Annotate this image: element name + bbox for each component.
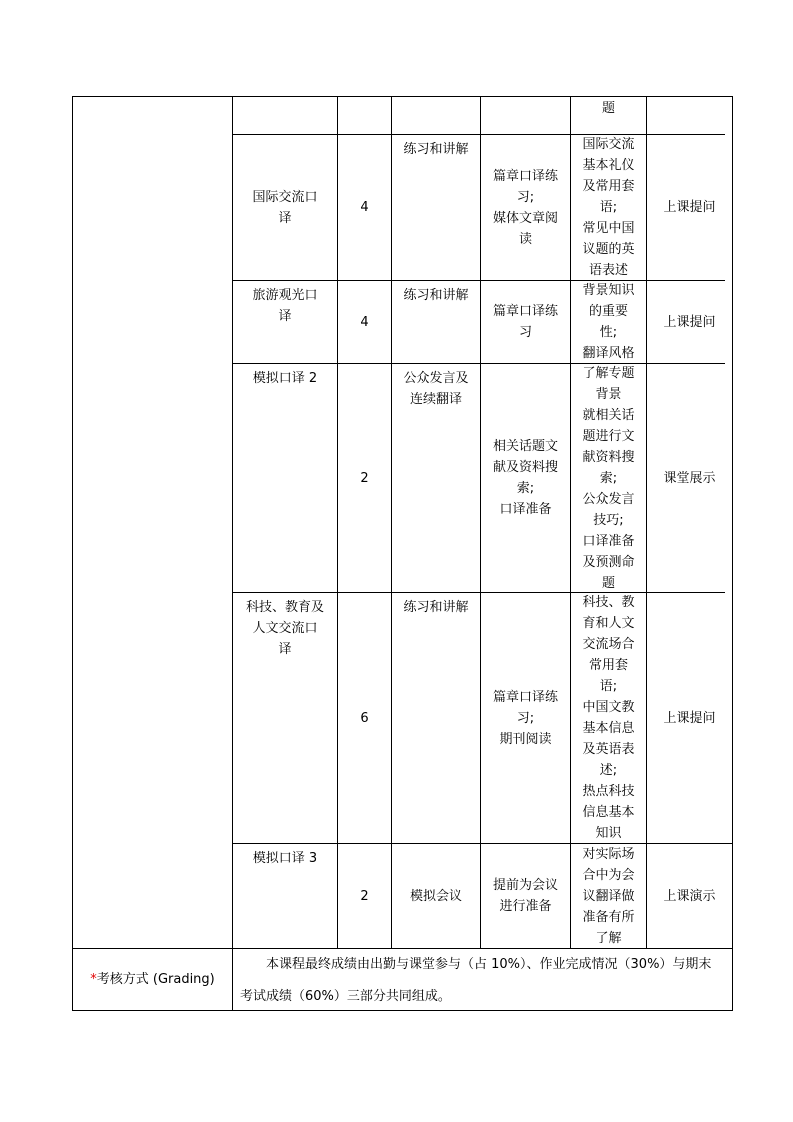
- cell-text: 信息基本: [582, 805, 635, 820]
- cell-text: 语;: [599, 200, 618, 215]
- cell-text: 题: [601, 575, 615, 591]
- cell-text: 练习和讲解: [403, 288, 469, 303]
- homework-cell: [481, 364, 570, 592]
- cell-text: 科技、教: [582, 595, 635, 610]
- cell-text: 口译准备: [499, 502, 552, 517]
- method-cell: [392, 593, 480, 843]
- content-cell: [571, 281, 646, 363]
- cell-text: 篇章口译练: [492, 689, 558, 705]
- cell-text: 上课提问: [663, 314, 716, 330]
- cell-text: 4: [360, 314, 369, 330]
- cell-text: 相关话题文: [492, 439, 558, 454]
- homework-cell: [481, 593, 570, 843]
- method-cell: [392, 844, 480, 948]
- cell-text: 题进行文: [582, 428, 635, 444]
- cell-text: 国际交流口: [252, 189, 318, 205]
- cell-text: 2: [360, 888, 369, 904]
- cell-text: 知识: [595, 826, 622, 841]
- method-cell: [392, 281, 480, 363]
- cell-text: 题: [601, 100, 615, 116]
- cell-text: 语;: [599, 679, 618, 694]
- cell-text: 提前为会议: [492, 878, 558, 893]
- assessment-cell: [647, 593, 732, 843]
- table-border: [732, 96, 733, 1011]
- cell-text: 上课演示: [663, 888, 716, 904]
- cell-text: 译: [278, 642, 292, 657]
- topic-cell: [233, 844, 337, 948]
- cell-text: 了解专题: [582, 365, 635, 381]
- cell-text: 及英语表: [582, 742, 635, 757]
- cell-text: 及预测命: [582, 554, 635, 570]
- cell-text: 就相关话: [582, 407, 635, 423]
- cell-text: 读: [518, 231, 532, 247]
- hours-cell: [338, 364, 391, 592]
- cell-text: 国际交流: [582, 137, 635, 152]
- content-cell: [571, 844, 646, 948]
- cell-text: 准备有所: [582, 909, 635, 925]
- cell-text: 连续翻译: [409, 392, 462, 407]
- cell-text: 译: [278, 309, 292, 324]
- cell-text: 进行准备: [499, 899, 552, 914]
- cell-text: 模拟口译 2: [252, 371, 318, 386]
- cell-text: 上课提问: [663, 710, 716, 726]
- cell-text: 交流场合: [582, 637, 635, 652]
- grading-text-line2: 考试成绩（60%）三部分共同组成。: [240, 989, 451, 1004]
- cell-text: 常用套: [588, 658, 628, 673]
- homework-cell: [481, 844, 570, 948]
- cell-text: 献资料搜: [582, 449, 635, 465]
- cell-text: 背景知识: [582, 283, 635, 298]
- cell-text: 热点科技: [582, 784, 635, 799]
- cell-text: 议翻译做: [582, 888, 635, 904]
- content-cell: [571, 364, 646, 592]
- method-cell: [392, 135, 480, 280]
- topic-cell: [233, 281, 337, 363]
- cell-text: 上课提问: [663, 200, 716, 215]
- cell-text: 习: [518, 325, 532, 340]
- grading-label: 考核方式 (Grading): [96, 972, 215, 987]
- topic-cell: [233, 364, 337, 592]
- hours-cell: [338, 593, 391, 843]
- cell-text: 练习和讲解: [403, 600, 469, 615]
- cell-text: 基本信息: [582, 721, 635, 736]
- cell-text: 课堂展示: [663, 470, 716, 486]
- cell-text: 公众发言及: [403, 371, 469, 386]
- cell-text: 及常用套: [582, 179, 635, 194]
- cell-text: 语表述: [588, 263, 628, 278]
- cell-text: 对实际场: [582, 846, 635, 862]
- cell-text: 旅游观光口: [252, 288, 318, 303]
- cell-text: 习;: [516, 189, 535, 205]
- cell-text: 基本礼仪: [582, 158, 635, 173]
- cell-text: 2: [360, 470, 369, 486]
- cell-text: 口译准备: [582, 533, 635, 549]
- cell-text: 性;: [599, 325, 618, 340]
- hours-cell: [338, 844, 391, 948]
- cell-text: 习;: [516, 710, 535, 726]
- cell-text: 4: [360, 200, 369, 215]
- table-cell: [571, 96, 646, 120]
- cell-text: 述;: [599, 763, 618, 778]
- assessment-cell: [647, 364, 732, 592]
- hours-cell: [338, 281, 391, 363]
- cell-text: 育和人文: [582, 616, 635, 631]
- grading-text-line1: 本课程最终成绩由出勤与课堂参与（占 10%）、作业完成情况（30%）与期末: [266, 957, 712, 972]
- content-cell: [571, 135, 646, 280]
- cell-text: 的重要: [588, 304, 628, 319]
- cell-text: 议题的英: [582, 242, 635, 257]
- cell-text: 人文交流口: [252, 621, 318, 636]
- cell-text: 索;: [599, 470, 618, 486]
- cell-text: 媒体文章阅: [492, 210, 558, 226]
- assessment-cell: [647, 281, 732, 363]
- cell-text: 模拟口译 3: [252, 851, 318, 866]
- assessment-cell: [647, 844, 732, 948]
- content-cell: [571, 593, 646, 843]
- cell-text: 献及资料搜: [492, 460, 558, 475]
- grading-label-cell: [73, 949, 232, 1010]
- homework-cell: [481, 135, 570, 280]
- cell-text: 模拟会议: [409, 888, 462, 904]
- cell-text: 合中为会: [582, 867, 635, 883]
- cell-text: 期刊阅读: [499, 731, 552, 747]
- grading-description: [240, 949, 725, 1013]
- table-border: [72, 96, 73, 1011]
- homework-cell: [481, 281, 570, 363]
- cell-text: 索;: [516, 481, 535, 496]
- required-mark: *: [90, 972, 97, 987]
- cell-text: 练习和讲解: [403, 142, 469, 157]
- topic-cell: [233, 135, 337, 280]
- cell-text: 6: [360, 710, 369, 726]
- cell-text: 篇章口译练: [492, 304, 558, 319]
- hours-cell: [338, 135, 391, 280]
- cell-text: 中国文教: [582, 700, 635, 715]
- cell-text: 背景: [595, 386, 622, 402]
- cell-text: 科技、教育及: [245, 600, 324, 615]
- method-cell: [392, 364, 480, 592]
- cell-text: 篇章口译练: [492, 168, 558, 184]
- cell-text: 公众发言: [582, 491, 635, 507]
- cell-text: 译: [278, 210, 292, 226]
- cell-text: 技巧;: [593, 512, 624, 528]
- course-schedule-table: [72, 96, 733, 1010]
- cell-text: 了解: [595, 930, 622, 946]
- cell-text: 常见中国: [582, 221, 635, 236]
- cell-text: 翻译风格: [582, 346, 635, 361]
- assessment-cell: [647, 135, 732, 280]
